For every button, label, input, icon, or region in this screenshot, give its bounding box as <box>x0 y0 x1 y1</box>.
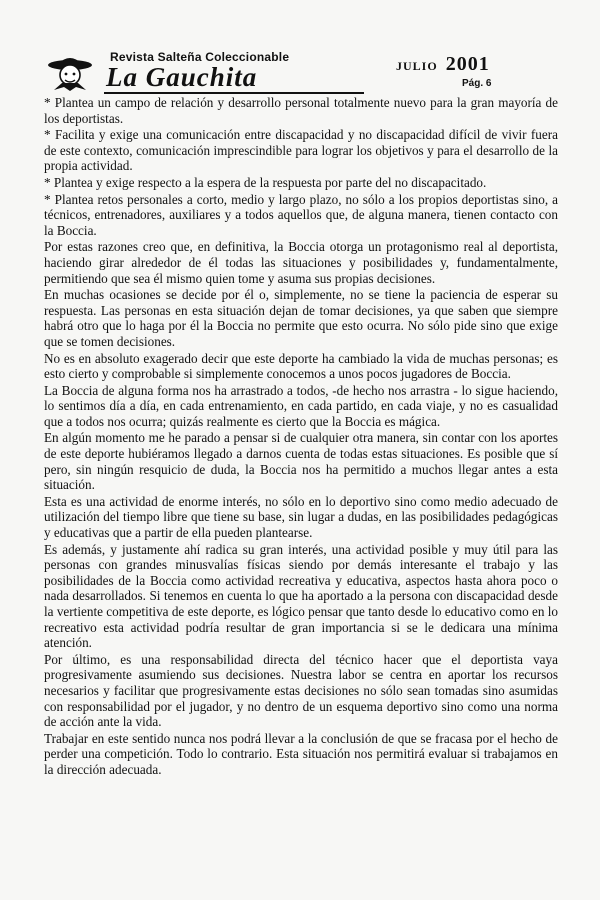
gaucho-head-logo-icon <box>44 54 96 92</box>
paragraph: Es además, y justamente ahí radica su gran interés, una actividad posible y muy útil para las personas con grandes minusvalías físicas siendo por demás interesante el trabajo y las posibilidades de la Boccia como actividad recreativa y educativa, aspectos hasta ahora poco o nada desarrollados. Si tenemos en cuenta lo que ha aportado a la persona con discapacidad desde la vertiente competitiva de este deporte, es lógico pensar que tanto desde lo educativo como en lo recreativo esta actividad podría resultar de gran importancia si se le dedicara una mínima atención. <box>44 541 558 651</box>
issue-date <box>396 53 490 76</box>
paragraph: Esta es una actividad de enorme interés, no sólo en lo deportivo sino como medio adecuado de utilización del tiempo libre que tiene su base, sin lugar a dudas, en las posibilidades pedagógicas y educativas que a partir de ella pueden plantearse. <box>44 493 558 541</box>
masthead <box>44 50 544 96</box>
paragraph: En algún momento me he parado a pensar si de cualquier otra manera, sin contar con los aportes de este deporte hubiéramos llegado a darnos cuenta de todas estas situaciones. Es posible que sí pero, sin ningún resquicio de duda, la Boccia nos ha permitido a muchos llegar antes a esta situación. <box>44 430 558 493</box>
issue-month: JULIO <box>396 59 438 73</box>
paragraph: No es en absoluto exagerado decir que este deporte ha cambiado la vida de muchas personas; es esto cierto y comprobable si simplemente conocemos a unos pocos jugadores de Boccia. <box>44 350 558 382</box>
magazine-title: La Gauchita <box>106 62 258 92</box>
issue-year: 2001 <box>445 53 490 75</box>
paragraph: Por estas razones creo que, en definitiva, la Boccia otorga un protagonismo real al deportista, haciendo girar alrededor de él todas las situaciones y posibilidades y, fundamentalmente, permitiendo que sea él mismo quien tome y asuma sus propias decisiones. <box>44 239 558 286</box>
paragraph: La Boccia de alguna forma nos ha arrastrado a todos, -de hecho nos arrastra - lo sigue haciendo, lo sentimos día a día, en cada entrenamiento, en cada partido, en cada viaje, y no es casualidad que a todos nos ocurra; quizás realmente es cierto que la Boccia es mágica. <box>44 382 558 429</box>
paragraph: En muchas ocasiones se decide por él o, simplemente, no se tiene la paciencia de esperar su respuesta. Las personas en esta situación dejan de tomar decisiones, ya que saben que siempre habrá otro que lo haga por él la Boccia no permite que esto ocurra. No sólo pide sino que exige que se tomen decisiones. <box>44 287 558 349</box>
bullet-item: * Plantea un campo de relación y desarrollo personal totalmente nuevo para la gran mayoría de los deportistas. <box>44 95 558 126</box>
bullet-item: * Facilita y exige una comunicación entre discapacidad y no discapacidad difícil de vivir fuera de este contexto, comunicación imprescindible para lograr los objetivos y para el desarrollo de la propia actividad. <box>44 127 558 174</box>
bullet-item: * Plantea retos personales a corto, medio y largo plazo, no sólo a los propios deportistas sino, a técnicos, entrenadores, auxiliares y a todos aquellos que, de alguna manera, tienen contacto con la Boccia. <box>44 192 558 239</box>
bullet-item: * Plantea y exige respecto a la espera de la respuesta por parte del no discapacitado. <box>44 175 558 191</box>
title-underline <box>104 92 364 94</box>
page-number: Pág. 6 <box>462 78 492 89</box>
paragraph: Trabajar en este sentido nunca nos podrá llevar a la conclusión de que se fracasa por el hecho de perder una competición. Todo lo contrario. Esta situación nos permitirá evaluar si trabajamos en la dirección adecuada. <box>44 730 558 777</box>
paragraph: Por último, es una responsabilidad directa del técnico hacer que el deportista vaya progresivamente asumiendo sus decisiones. Nuestra labor se centra en aportar los recursos necesarios y facilitar que progresivamente estas decisiones no sólo sean tomadas sino asumidas con responsabilidad por el jugador, y no dentro de un esquema deportivo sino como una norma de acción ante la vida. <box>44 651 558 730</box>
article-body <box>44 95 558 779</box>
magazine-subtitle: Revista Salteña Coleccionable <box>110 50 290 64</box>
